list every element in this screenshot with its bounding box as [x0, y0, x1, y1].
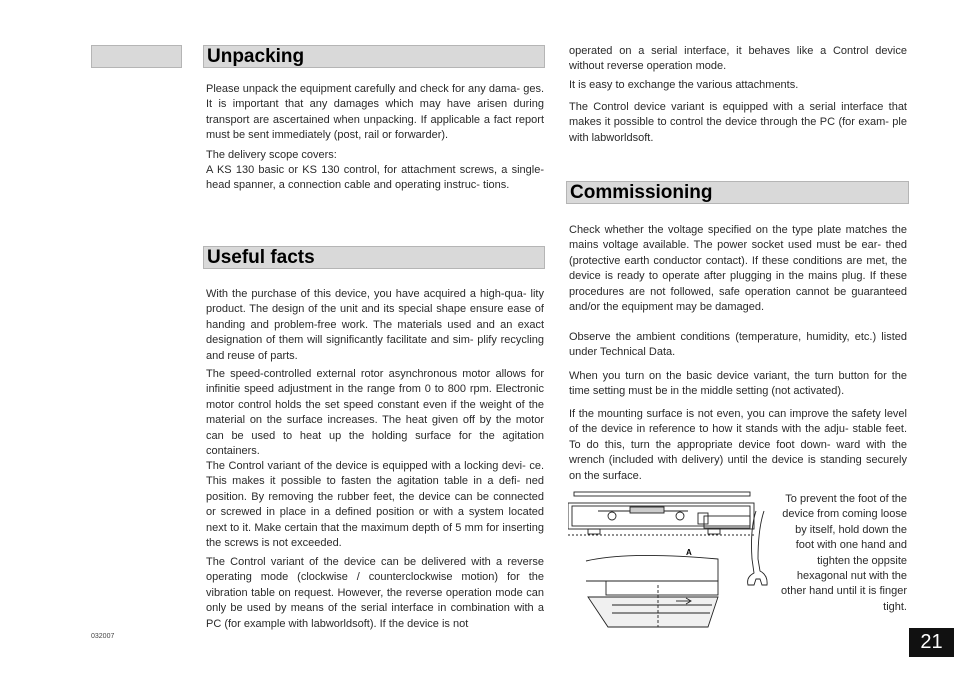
figure-label-a: A [686, 548, 692, 557]
delivery-scope-label: The delivery scope covers: [206, 149, 337, 161]
commissioning-paragraph-3: When you turn on the basic device variant, the turn button for the time setting must be in the middle setting (not activated). [569, 370, 907, 398]
delivery-scope-text: A KS 130 basic or KS 130 control, for attachment screws, a single-head spanner, a connection cable and operating instruc- tions. [206, 164, 544, 192]
unpacking-paragraph: Please unpack the equipment carefully and check for any dama- ges. It is important that any damages which may have arisen during transport are ascertained when unpacking. If applicable a fact report must be sent immediately (post, rail or forwarder). [206, 83, 544, 142]
commissioning-paragraph-1: Check whether the voltage specified on the type plate matches the mains voltage available. The power socket used must be ear- thed (protective earth conductor contact). If these conditions are met, the device is ready to operate after plugging in the mains plug. If these procedures are not followed, safe operation cannot be guaranteed and/or the equipment may be damaged. [569, 224, 907, 314]
commissioning-paragraph-4: If the mounting surface is not even, you can improve the safety level of the device in reference to how it stands with the adju- stable feet. To do this, turn the appropriate device foot down- ward with the wrench (included with delivery) until the device is standing securely on the surface. [569, 408, 907, 482]
page-number: 21 [909, 628, 954, 657]
right-paragraph-2: It is easy to exchange the various attachments. [569, 79, 799, 91]
useful-paragraph-3: The Control variant of the device is equipped with a locking devi- ce. This makes it possible to fasten the agitation table in a defi- ned position. By removing the rubber feet, the device can be connected or screwed in place in a defined position or with a system located next to it. Make certain that the maximum depth of 5 mm for inserting the screws is not exceeded. [206, 460, 544, 550]
heading-unpacking: Unpacking [203, 45, 545, 68]
device-foot-diagram [568, 489, 768, 629]
right-paragraph-3: The Control device variant is equipped with a serial interface that makes it possible to control the device through the PC (for exam- ple with labworldsoft. [569, 101, 907, 144]
right-paragraph-1: operated on a serial interface, it behaves like a Control device without reverse operation mode. [569, 45, 907, 73]
useful-paragraph-1: With the purchase of this device, you have acquired a high-qua- lity product. The design of the unit and its special shape ensure ease of handing and problem-free work. The materials used and an exact designation of them will significantly facilitate and sim- plify recycling and reuse of parts. [206, 288, 544, 362]
document-code: 032007 [91, 633, 115, 640]
heading-useful-facts: Useful facts [203, 246, 545, 269]
commissioning-paragraph-2: Observe the ambient conditions (temperature, humidity, etc.) listed under Technical Data. [569, 331, 907, 359]
margin-bar [91, 45, 182, 68]
useful-paragraph-2: The speed-controlled external rotor asynchronous motor allows for infinitie speed adjustment in the range from 0 to 800 rpm. Electronic motor control holds the set speed constant even if the weight of the material on the surface increases. The heat given off by the motor can be used to heat up the holding surface for the agitation containers. [206, 368, 544, 458]
figure-caption: To prevent the foot of the device from coming loose by itself, hold down the foot with one hand and tighten the oppsite hexagonal nut with the other hand until it is finger tight. [781, 493, 907, 613]
heading-commissioning: Commissioning [566, 181, 909, 204]
useful-paragraph-4: The Control variant of the device can be delivered with a reverse operating mode (clockwise / counterclockwise motion) for the vibration table on request. However, the reverse operation mode can only be used by means of the serial interface in combination with a PC (for example with labworldsoft). If the device is not [206, 556, 544, 630]
